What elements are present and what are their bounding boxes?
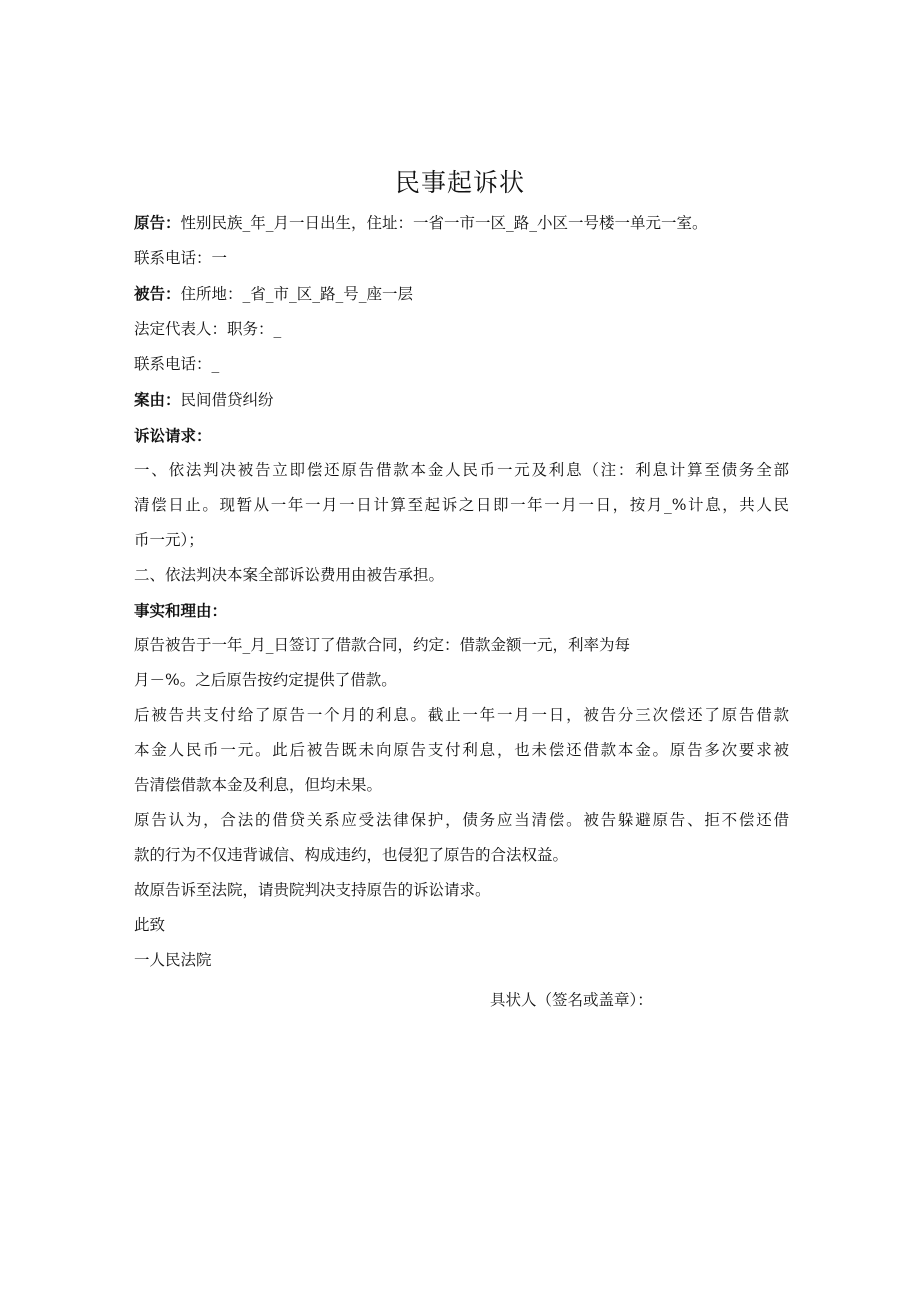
defendant-phone: 联系电话：_ (134, 355, 220, 373)
facts-line: 原告认为，合法的借贷关系应受法律保护，债务应当清偿。被告躲避原告、拒不偿还借 (134, 811, 789, 829)
plaintiff-label: 原告： (134, 213, 181, 232)
signature-line: 具状人（签名或盖章）： (490, 991, 653, 1009)
claims-line: 清偿日止。现暂从一年一月一日计算至起诉之日即一年一月一日，按月_%计息，共人民 (134, 496, 789, 514)
claims-line: 二、依法判决本案全部诉讼费用由被告承担。 (134, 566, 445, 584)
cause-line (134, 382, 789, 418)
document-title: 民事起诉状 (394, 168, 525, 197)
defendant-label: 被告： (134, 284, 181, 303)
claims-line: 一、依法判决被告立即偿还原告借款本金人民币一元及利息（注：利息计算至债务全部 (134, 461, 789, 479)
claims-line: 币一元）； (134, 531, 204, 549)
facts-line: 告清偿借款本金及利息，但均未果。 (134, 776, 383, 794)
document-body (134, 205, 789, 978)
facts-line: 故原告诉至法院，请贵院判决支持原告的诉讼请求。 (134, 881, 491, 899)
facts-line: 月－%。之后原告按约定提供了借款。 (134, 671, 397, 689)
facts-line: 后被告共支付给了原告一个月的利息。截止一年一月一日，被告分三次偿还了原告借款 (134, 706, 789, 724)
defendant-address: 住所地：_省_市_区_路_号_座一层 (180, 285, 414, 303)
plaintiff-info: 性别民族_年_月一日出生，住址：一省一市一区_路_小区一号楼一单元一室。 (180, 214, 708, 232)
facts-line: 本金人民币一元。此后被告既未向原告支付利息，也未偿还借款本金。原告多次要求被 (134, 741, 789, 759)
facts-line: 款的行为不仅违背诚信、构成违约，也侵犯了原告的合法权益。 (134, 846, 569, 864)
defendant-line (134, 276, 789, 312)
facts-heading: 事实和理由： (134, 601, 228, 620)
cause-value: 民间借贷纠纷 (180, 391, 274, 409)
plaintiff-phone: 联系电话：一 (134, 249, 228, 267)
court-name: 一人民法院 (134, 951, 212, 969)
facts-line: 原告被告于一年_月_日签订了借款合同，约定：借款金额一元，利率为每 (134, 636, 631, 654)
cause-label: 案由： (134, 390, 181, 409)
plaintiff-line (134, 205, 789, 241)
defendant-rep: 法定代表人：职务：_ (134, 320, 282, 338)
claims-heading: 诉讼请求： (134, 426, 212, 445)
salutation: 此致 (134, 916, 166, 934)
